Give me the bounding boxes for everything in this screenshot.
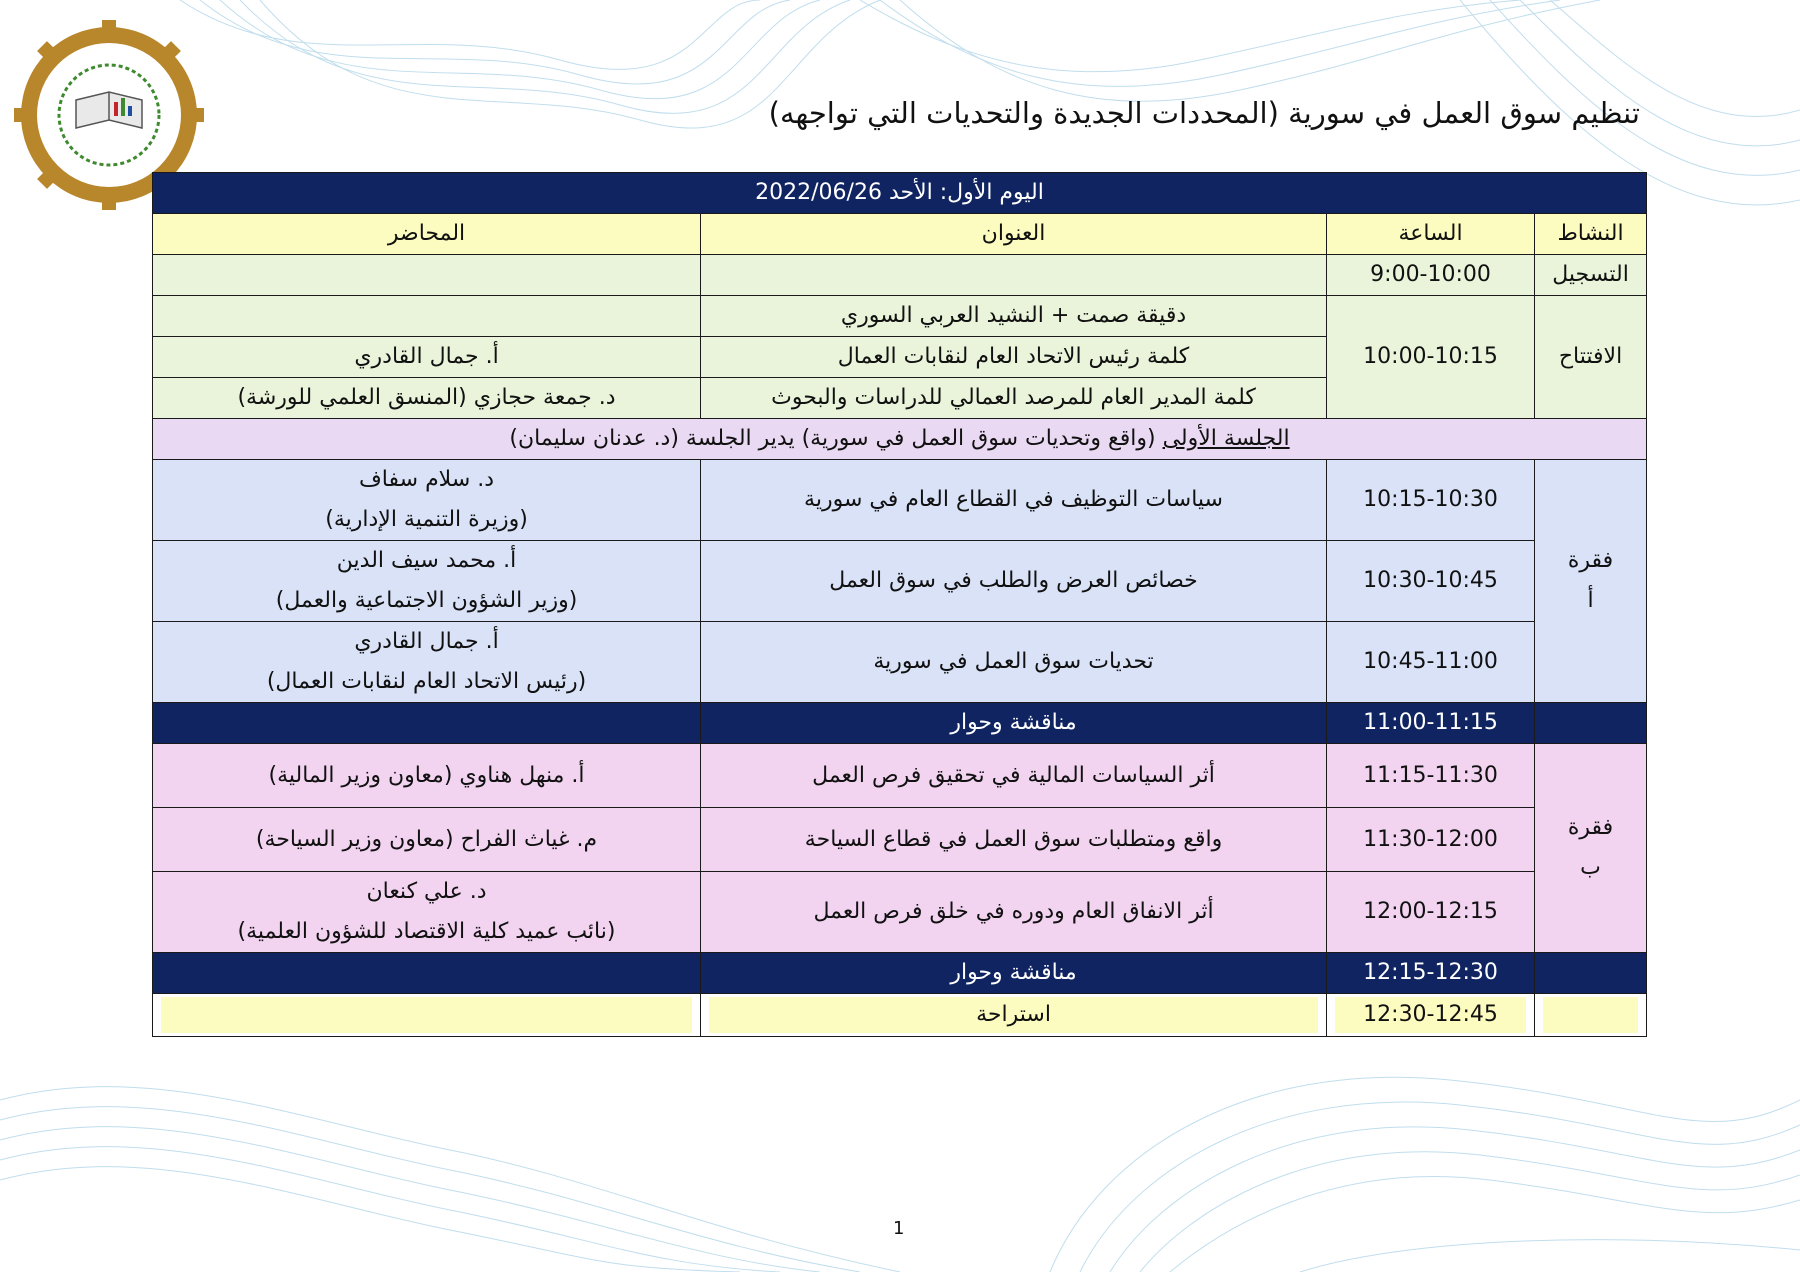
part-a-speaker xyxy=(153,460,701,541)
discussion-two-activity xyxy=(1535,953,1647,994)
session-one-description: (واقع وتحديات سوق العمل في سورية) يدير الجلسة (د. عدنان سليمان) xyxy=(509,426,1163,451)
discussion-two-speaker xyxy=(153,953,701,994)
part-a-title: تحديات سوق العمل في سورية xyxy=(701,622,1327,703)
part-b-speaker xyxy=(153,872,701,953)
opening-title: كلمة المدير العام للمرصد العمالي للدراسات والبحوث xyxy=(701,378,1327,419)
speaker-name: أ. جمال القادري xyxy=(354,629,499,654)
part-a-title: خصائص العرض والطلب في سوق العمل xyxy=(701,541,1327,622)
part-b-title: واقع ومتطلبات سوق العمل في قطاع السياحة xyxy=(701,808,1327,872)
part-a-title: سياسات التوظيف في القطاع العام في سورية xyxy=(701,460,1327,541)
page-number: 1 xyxy=(893,1218,905,1239)
part-a-speaker xyxy=(153,622,701,703)
schedule-table xyxy=(152,172,1647,1037)
speaker-name: د. علي كنعان xyxy=(366,879,487,904)
speaker-name: أ. محمد سيف الدين xyxy=(336,548,517,573)
column-header-title: العنوان xyxy=(701,214,1327,255)
column-header-activity: النشاط xyxy=(1535,214,1647,255)
break-title xyxy=(701,994,1327,1037)
discussion-one-time: 11:00-11:15 xyxy=(1327,703,1535,744)
break-title-value: استراحة xyxy=(709,997,1318,1033)
part-a-label xyxy=(1535,460,1647,703)
part-b-title: أثر السياسات المالية في تحقيق فرص العمل xyxy=(701,744,1327,808)
break-time-value: 12:30-12:45 xyxy=(1335,997,1526,1033)
break-speaker xyxy=(153,994,701,1037)
opening-speaker xyxy=(153,296,701,337)
discussion-one-activity xyxy=(1535,703,1647,744)
opening-title: دقيقة صمت + النشيد العربي السوري xyxy=(701,296,1327,337)
opening-title: كلمة رئيس الاتحاد العام لنقابات العمال xyxy=(701,337,1327,378)
document-title: تنظيم سوق العمل في سورية (المحددات الجديدة والتحديات التي تواجهه) xyxy=(768,96,1640,130)
speaker-role: (رئيس الاتحاد العام لنقابات العمال) xyxy=(266,669,587,694)
registration-speaker xyxy=(153,255,701,296)
part-b-label-word: فقرة xyxy=(1567,815,1614,840)
part-a-time: 10:15-10:30 xyxy=(1327,460,1535,541)
speaker-role: (وزير الشؤون الاجتماعية والعمل) xyxy=(275,588,578,613)
column-header-speaker: المحاضر xyxy=(153,214,701,255)
part-b-label-letter: ب xyxy=(1580,855,1601,880)
discussion-one-title: مناقشة وحوار xyxy=(701,703,1327,744)
registration-title xyxy=(701,255,1327,296)
day-header: اليوم الأول: الأحد 2022/06/26 xyxy=(153,173,1647,214)
session-one-heading xyxy=(153,419,1647,460)
part-a-time: 10:30-10:45 xyxy=(1327,541,1535,622)
part-b-time: 11:30-12:00 xyxy=(1327,808,1535,872)
part-a-speaker xyxy=(153,541,701,622)
registration-time: 9:00-10:00 xyxy=(1327,255,1535,296)
part-b-speaker: أ. منهل هناوي (معاون وزير المالية) xyxy=(153,744,701,808)
speaker-role: (نائب عميد كلية الاقتصاد للشؤون العلمية) xyxy=(237,919,616,944)
part-a-label-word: فقرة xyxy=(1567,548,1614,573)
discussion-two-time: 12:15-12:30 xyxy=(1327,953,1535,994)
column-header-time: الساعة xyxy=(1327,214,1535,255)
speaker-name: د. سلام سفاف xyxy=(359,467,495,492)
break-time xyxy=(1327,994,1535,1037)
part-a-time: 10:45-11:00 xyxy=(1327,622,1535,703)
speaker-role: (وزيرة التنمية الإدارية) xyxy=(325,507,528,532)
part-b-time: 11:15-11:30 xyxy=(1327,744,1535,808)
part-a-label-letter: أ xyxy=(1587,588,1594,613)
part-b-title: أثر الانفاق العام ودوره في خلق فرص العمل xyxy=(701,872,1327,953)
registration-activity: التسجيل xyxy=(1535,255,1647,296)
part-b-time: 12:00-12:15 xyxy=(1327,872,1535,953)
discussion-one-speaker xyxy=(153,703,701,744)
opening-time: 10:00-10:15 xyxy=(1327,296,1535,419)
break-activity xyxy=(1535,994,1647,1037)
opening-speaker: د. جمعة حجازي (المنسق العلمي للورشة) xyxy=(153,378,701,419)
opening-activity: الافتتاح xyxy=(1535,296,1647,419)
part-b-speaker: م. غياث الفراح (معاون وزير السياحة) xyxy=(153,808,701,872)
session-one-label: الجلسة الأولى xyxy=(1162,426,1290,451)
part-b-label xyxy=(1535,744,1647,953)
opening-speaker: أ. جمال القادري xyxy=(153,337,701,378)
discussion-two-title: مناقشة وحوار xyxy=(701,953,1327,994)
